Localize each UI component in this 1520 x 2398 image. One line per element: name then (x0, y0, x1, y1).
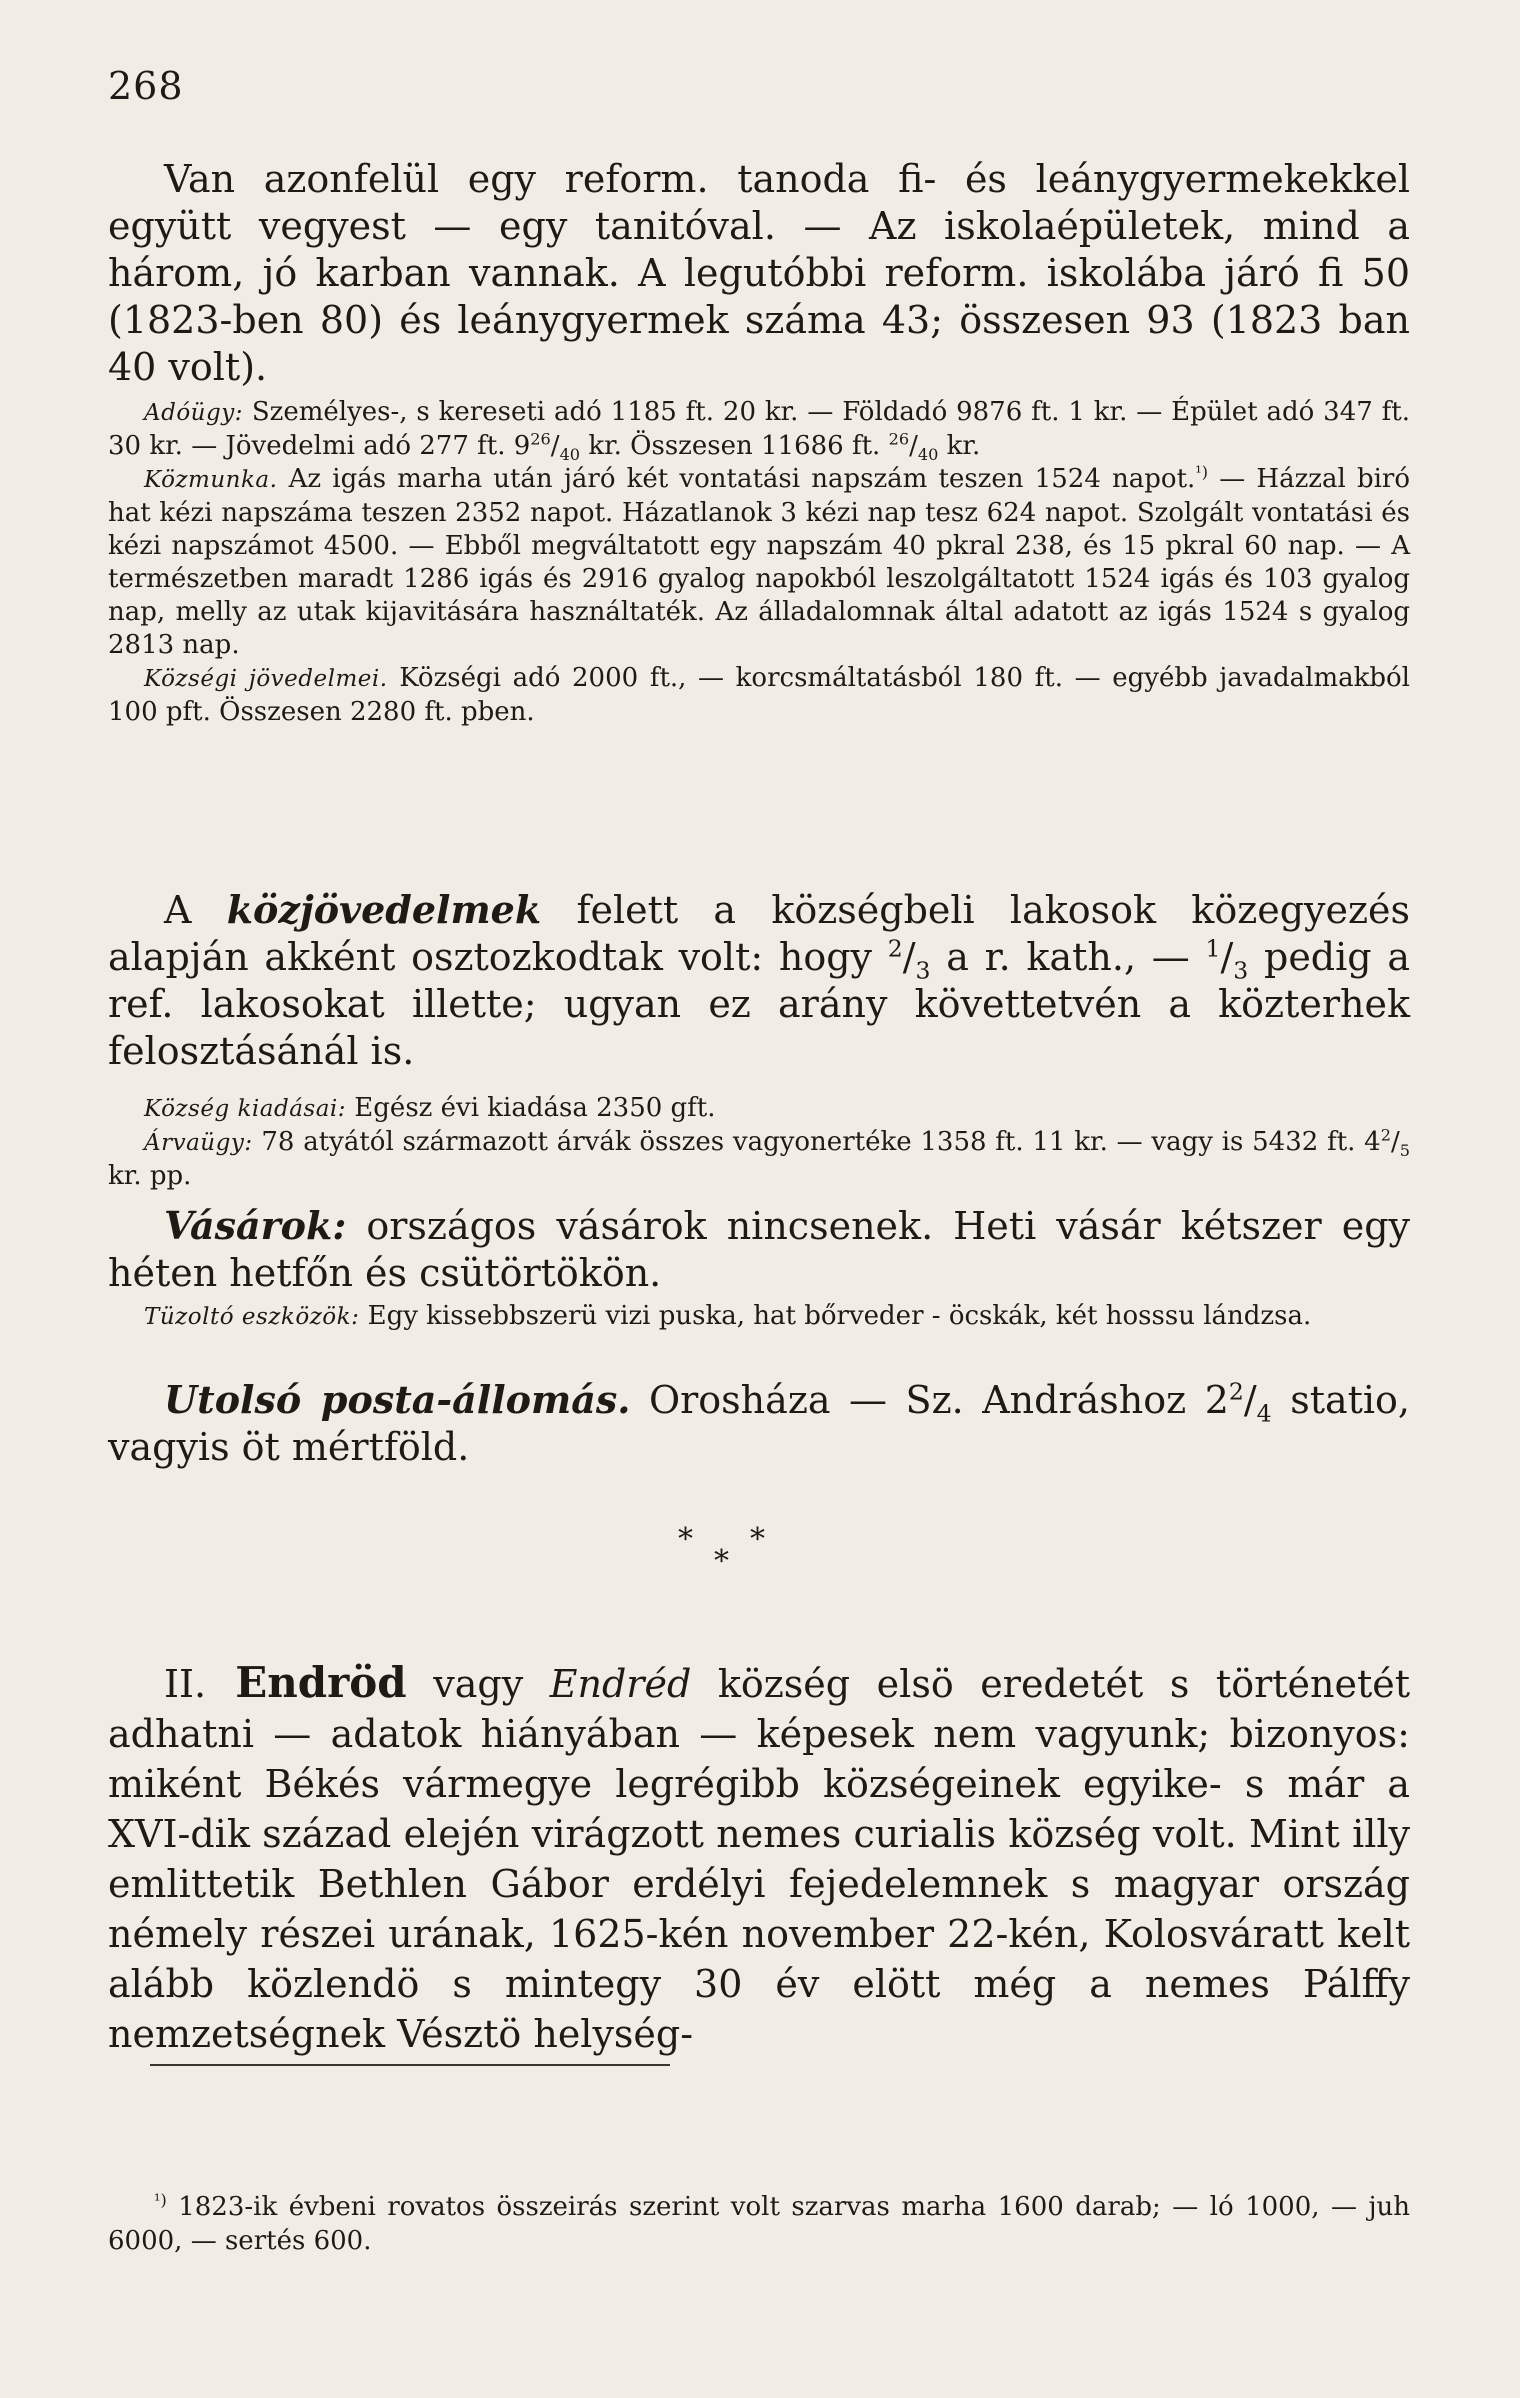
arvaugy-text-a: 78 atyától származott árvák összes vagyonertéke 1358 ft. 11 kr. — vagy is 5432 ft. 4 (252, 1127, 1381, 1157)
kiadasai-text: Egész évi kiadása 2350 gft. (346, 1093, 716, 1123)
paragraph-arvaugy: Árvaügy: 78 atyától származott árvák összes vagyonertéke 1358 ft. 11 kr. — vagy is 5432 ft. $4^2/_5$ kr. pp. (108, 1125, 1410, 1191)
paragraph-kozsegi-jovedelmei (108, 662, 1410, 729)
section-separator-stars (660, 1522, 860, 1582)
arvaugy-frac-den: 5 (1399, 1141, 1410, 1161)
adougy-frac1-den: 40 (559, 445, 581, 465)
tuzolto-lead: Tüzoltó eszközök: (144, 1304, 360, 1330)
posta-frac-den: 4 (1256, 1399, 1272, 1428)
posta-text-a: Orosháza — Sz. Andráshoz 2 (630, 1378, 1229, 1422)
kozmunka-lead: Közmunka. (144, 467, 278, 493)
paragraph-adougy: Adóügy: Személyes-, s kereseti adó 1185 ft. 20 kr. — Földadó 9876 ft. 1 kr. — Épület adó 347 ft. 30 kr. — Jövedelmi adó 277 ft. $9^{26}/_{40}$ kr. Összesen 11686 ft. $^{26}/_{40}$ kr. (108, 397, 1410, 465)
paragraph-kozseg-kiadasai (108, 1092, 1410, 1126)
kozjov-frac1-den: 3 (915, 956, 931, 985)
kozsegi-jov-text: Községi adó 2000 ft., — korcsmáltatásból 180 ft. — egyébb javadalmakból 100 pft. Összesen 2280 ft. pben. (108, 663, 1410, 727)
kozjov-lead: közjövedelmek (226, 887, 542, 932)
footnote-1 (108, 2190, 1410, 2258)
star-2: * (714, 1544, 729, 1579)
kozjov-text-b: felett a községbeli lakosok közegyezés alapján akként osztozkodtak volt: hogy (108, 888, 1410, 979)
arvaugy-frac-num: 2 (1380, 1125, 1391, 1145)
arvaugy-text-b: kr. pp. (108, 1161, 192, 1191)
adougy-text-c: kr. (938, 431, 981, 461)
footnote-ref-1: ¹) (1195, 462, 1209, 482)
adougy-frac1-num: 26 (530, 429, 551, 449)
kozjov-frac1-num: 2 (887, 934, 903, 963)
adougy-text-b: kr. Összesen 11686 ft. (580, 431, 889, 461)
paragraph-tuzolto (108, 1300, 1410, 1334)
section-ii-text-a: vagy (406, 1662, 550, 1706)
star-3: * (750, 1522, 765, 1557)
paragraph-kozjovedelmek: A közjövedelmek felett a községbeli lakosok közegyezés alapján akként osztozkodtak volt: hogy $^2/_3$ a r. kath., — $^1/_3$ pedig a ref. lakosokat illette; ugyan ez arány követtetvén a közterhek felosztásánál is. (108, 887, 1410, 1073)
kozmunka-text-a: Az igás marha után járó két vontatási napszám teszen 1524 napot. (277, 464, 1196, 494)
posta-frac-num: 2 (1228, 1377, 1244, 1406)
small-print-block-2 (108, 1092, 1410, 1193)
page-number: 268 (108, 64, 184, 108)
footnote-block (108, 2190, 1410, 2258)
small-print-block-3 (108, 1300, 1410, 1334)
footnote-text: 1823-ik évbeni rovatos összeirás szerint volt szarvas marha 1600 darab; — ló 1000, — juh 6000, — sertés 600. (108, 2192, 1410, 2256)
main-text-block-3 (108, 1202, 1410, 1297)
kozjov-text-a: A (164, 888, 227, 932)
section-ii-text-b: község elsö eredetét s történetét adhatni — adatok hiányában — képesek nem vagyunk; bizonyos: miként Békés vármegye legrégibb községeinek egyike- s már a XVI-dik század elején virágzott nemes curialis község volt. Mint illy emlittetik Bethlen Gábor erdélyi fejedelemnek s magyar ország némely részei urának, 1625-kén november 22-kén, Kolosváratt kelt alább közlendö s mintegy 30 év elött még a nemes Pálffy nemzetségnek Vésztö helység- (108, 1662, 1410, 2056)
section-ii-block (108, 1658, 1410, 2059)
kiadasai-lead: Község kiadásai: (144, 1096, 347, 1122)
small-print-block (108, 396, 1410, 729)
posta-lead: Utolsó posta-állomás. (164, 1377, 631, 1422)
paragraph-vasarok (108, 1202, 1410, 1297)
vasarok-lead: Vásárok: (164, 1203, 347, 1248)
kozjov-text-c: a r. kath., — (930, 935, 1206, 979)
vasarok-text: országos vásárok nincsenek. Heti vásár kétszer egy héten hetfőn és csütörtökön. (108, 1204, 1410, 1295)
adougy-frac2-num: 26 (888, 429, 910, 449)
tuzolto-text: Egy kissebbszerü vizi puska, hat bőrveder - öcskák, két hosssu lándzsa. (359, 1301, 1312, 1331)
paragraph-school: Van azonfelül egy reform. tanoda fi- és leánygyermekekkel együtt vegyest — egy tanitóval. — Az iskolaépületek, mind a három, jó karban vannak. A legutóbbi reform. iskolába járó fi 50 (1823-ben 80) és leánygyermek száma 43; összesen 93 (1823 ban 40 volt). (108, 157, 1410, 389)
section-number: II. (164, 1662, 207, 1706)
paragraph-posta: Utolsó posta-állomás. Orosháza — Sz. Andráshoz $2^2/_4$ statio, vagyis öt mértföld. (108, 1377, 1410, 1469)
posta-text-b: statio, vagyis öt mértföld. (108, 1378, 1410, 1469)
footnote-mark: ¹) (154, 2190, 167, 2210)
endred-italic: Endréd (549, 1662, 692, 1706)
adougy-text-a: Személyes-, s kereseti adó 1185 ft. 20 kr. — Földadó 9876 ft. 1 kr. — Épület adó 347 ft. 30 kr. — Jövedelmi adó 277 ft. 9 (108, 397, 1410, 461)
kozjov-frac2-den: 3 (1233, 956, 1249, 985)
main-text-block-2 (108, 886, 1410, 1075)
footnote-rule (150, 2064, 670, 2066)
kozmunka-text-b: — Házzal biró hat kézi napszáma teszen 2352 napot. Házatlanok 3 kézi nap tesz 624 napot. Szolgált vontatási és kézi napszámot 4500. — Ebből megváltatott egy napszám 40 pkral 238, és 15 pkral 60 nap. — A természetben maradt 1286 igás és 2916 gyalog napokból leszolgáltatott 1524 igás és 103 gyalog nap, melly az utak kijavitására használtaték. Az álladalomnak által adatott az igás 1524 s gyalog 2813 nap. (108, 464, 1410, 660)
main-text-block-4 (108, 1376, 1410, 1471)
paragraph-endrod (108, 1658, 1410, 2059)
main-text-block (108, 156, 1410, 391)
adougy-lead: Adóügy: (144, 400, 243, 426)
kozjov-text-d: pedig a ref. lakosokat illette; ugyan ez arány követtetvén a közterhek felosztásánál is. (108, 935, 1410, 1073)
adougy-frac2-den: 40 (917, 445, 939, 465)
star-1: * (678, 1522, 693, 1557)
kozsegi-jov-lead: Községi jövedelmei. (144, 666, 388, 692)
kozjov-frac2-num: 1 (1205, 934, 1221, 963)
paragraph-kozmunka (108, 463, 1410, 662)
arvaugy-lead: Árvaügy: (144, 1130, 253, 1156)
endrod-bold: Endröd (206, 1658, 407, 1707)
